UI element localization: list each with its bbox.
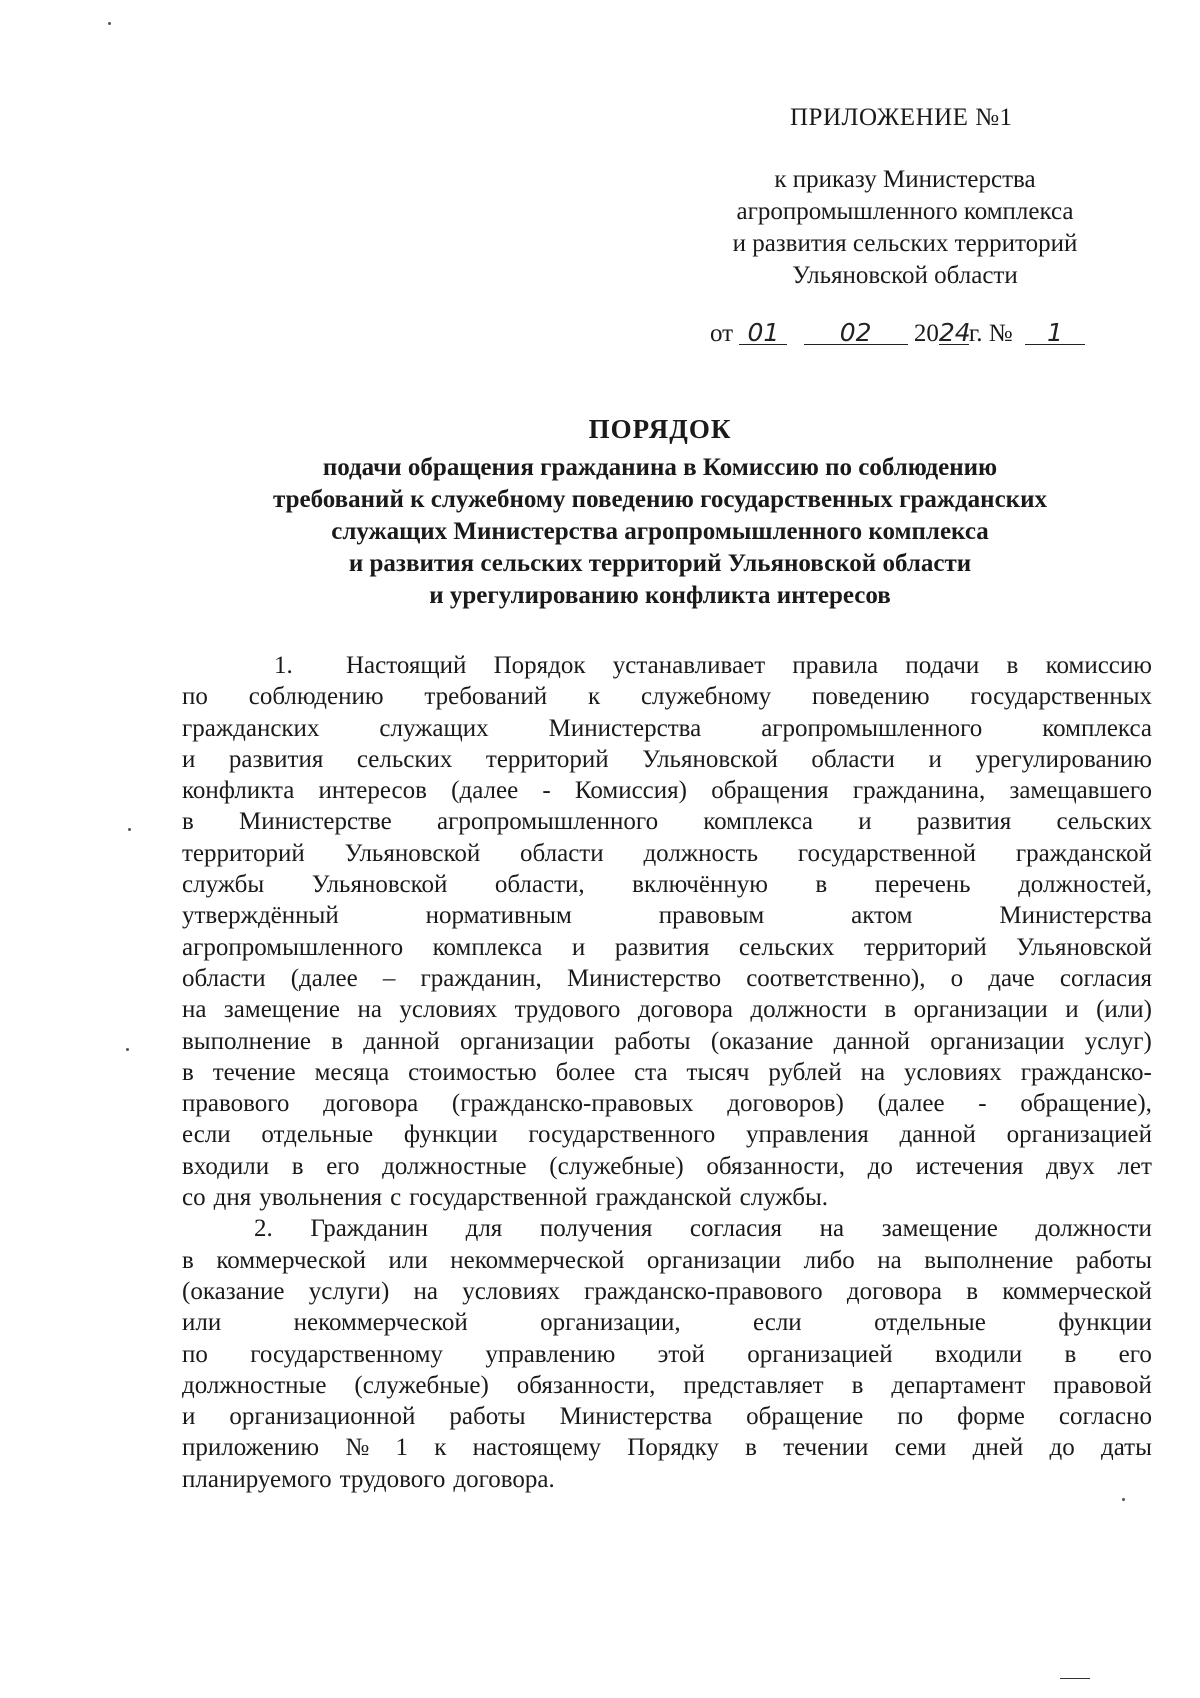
word: требований <box>424 683 548 711</box>
word: Министерство <box>566 964 722 992</box>
word: на <box>877 1246 902 1274</box>
word: (оказание <box>182 1277 285 1305</box>
word: отдельные <box>261 1121 374 1149</box>
word: согласия <box>689 1215 783 1243</box>
word: функции <box>403 1121 498 1149</box>
word: включённую <box>632 871 768 899</box>
word: области, <box>494 871 585 899</box>
word: к <box>434 1434 447 1462</box>
word: в <box>745 1434 757 1462</box>
word: Ульяновской <box>1016 933 1152 961</box>
word: дня <box>213 1184 252 1212</box>
paragraph-line <box>182 1026 1152 1057</box>
word: и <box>858 808 872 836</box>
word: государственного <box>528 1121 716 1149</box>
word: (далее <box>290 964 358 992</box>
word: течение <box>212 1058 296 1086</box>
paragraph-2 <box>182 1213 1152 1495</box>
word: комплекса <box>703 808 813 836</box>
paragraph-line <box>182 1432 1152 1463</box>
subtitle-line: служащих Министерства агропромышленного комплекса <box>331 518 989 545</box>
word: данной <box>363 1027 440 1055</box>
word: государственной <box>409 1184 588 1212</box>
word: (оказание <box>710 1027 814 1055</box>
word: для <box>465 1215 503 1243</box>
word: тысяч <box>686 1058 750 1086</box>
word: двух <box>1046 1152 1095 1180</box>
word: соблюдению <box>248 683 384 711</box>
word: или <box>182 1309 222 1337</box>
word: и <box>182 745 196 773</box>
word: представляет <box>683 1371 824 1399</box>
paragraph-line <box>182 900 1152 931</box>
paragraph-line <box>182 838 1152 869</box>
word: если <box>182 1121 231 1149</box>
word: развития <box>916 808 1012 836</box>
word: работы <box>1075 1246 1152 1274</box>
word: (далее <box>877 1090 945 1118</box>
word: согласия <box>1059 964 1152 992</box>
word: этой <box>657 1340 705 1368</box>
word: государственной <box>797 839 977 867</box>
paragraph-line <box>182 1213 1152 1244</box>
word: комплекса <box>432 933 543 961</box>
word: правила <box>792 652 879 679</box>
paragraph-line <box>182 806 1152 837</box>
word: устанавливает <box>612 652 766 679</box>
word: трудового <box>339 1465 446 1493</box>
word: в <box>182 1246 194 1274</box>
order-year-handwritten: 24 <box>938 318 971 347</box>
word: данной <box>899 1121 976 1149</box>
paragraph-line <box>182 1464 1152 1495</box>
word: служащих <box>379 714 489 742</box>
order-number-handwritten: 1 <box>1025 318 1085 347</box>
word: департамент <box>891 1371 1026 1399</box>
word: в <box>291 1152 304 1180</box>
word: области <box>811 745 895 773</box>
word: агропромышленного <box>436 808 659 836</box>
word: должностные <box>182 1371 327 1399</box>
word: правовой <box>1053 1371 1152 1399</box>
word: организацией <box>747 1340 893 1368</box>
word: Ульяновской <box>642 745 778 773</box>
word: по <box>182 683 208 711</box>
word: Министерства <box>559 1403 713 1431</box>
word: по <box>182 1340 208 1368</box>
paragraph-line <box>182 1401 1152 1432</box>
word: на <box>182 996 207 1024</box>
document-body <box>182 650 1152 1495</box>
order-reference-line: и развития сельских территорий <box>732 230 1078 257</box>
word: должностные <box>382 1152 527 1180</box>
word: месяца <box>314 1058 390 1086</box>
word: трудового <box>514 996 621 1024</box>
word: истечения <box>915 1152 1024 1180</box>
word: нормативным <box>425 902 572 930</box>
word: договора <box>323 1090 419 1118</box>
word: на <box>819 1215 845 1243</box>
paragraph-line <box>182 1088 1152 1119</box>
word: государственному <box>250 1340 443 1368</box>
word: даче <box>988 964 1035 992</box>
word: 2. <box>254 1215 273 1243</box>
word: Настоящий <box>346 652 467 679</box>
word: подачи <box>905 652 980 679</box>
order-day-handwritten: 01 <box>739 318 787 347</box>
scan-speck <box>128 828 131 831</box>
paragraph-line <box>182 932 1152 963</box>
word: в <box>182 808 194 836</box>
order-year-prefix: 20 <box>913 320 939 347</box>
word: сельских <box>738 933 835 961</box>
word: дней <box>972 1434 1024 1462</box>
word: агропромышленного <box>761 714 983 742</box>
word: гражданско- <box>1020 1058 1152 1086</box>
word: в <box>331 1027 344 1055</box>
word: агропромышленного <box>182 933 404 961</box>
word: гражданской <box>595 1184 732 1212</box>
order-reference-line: агропромышленного комплекса <box>736 198 1074 225</box>
word: условиях <box>399 996 498 1024</box>
scan-speck <box>108 22 111 25</box>
word: приложению <box>182 1434 320 1462</box>
paragraph-line <box>182 1339 1152 1370</box>
order-month-handwritten: 02 <box>804 318 908 347</box>
word: на <box>413 1277 438 1305</box>
word: Министерстве <box>239 808 392 836</box>
paragraph-line <box>182 1119 1152 1150</box>
word: настоящему <box>472 1434 602 1462</box>
word: ста <box>634 1058 668 1086</box>
word: актом <box>851 902 913 930</box>
word: замещение <box>881 1215 998 1243</box>
word: управления <box>745 1121 869 1149</box>
word: и <box>1065 996 1079 1024</box>
word: развития <box>228 745 324 773</box>
word: урегулированию <box>975 745 1152 773</box>
paragraph-1 <box>182 650 1152 1213</box>
word: и <box>928 745 942 773</box>
word: территорий <box>485 745 609 773</box>
word: условиях <box>462 1277 560 1305</box>
order-reference <box>700 164 1110 292</box>
word: данной <box>833 1027 911 1055</box>
word: соответственно), <box>746 964 926 992</box>
word: должностей, <box>1018 871 1152 899</box>
word: Министерства <box>999 902 1152 930</box>
word: сельских <box>356 745 453 773</box>
paragraph-line <box>182 1151 1152 1182</box>
word: Комиссия) <box>574 777 687 805</box>
paragraph-line <box>182 681 1152 712</box>
word: обращение), <box>1020 1090 1152 1118</box>
word: организационной <box>229 1403 416 1431</box>
word: в <box>851 1371 864 1399</box>
word: области <box>520 839 604 867</box>
word: обращения <box>711 777 829 805</box>
word: служебному <box>640 683 772 711</box>
word: договора <box>637 996 733 1024</box>
word: со <box>182 1184 206 1212</box>
word: (гражданско-правовых <box>451 1090 694 1118</box>
word: управлению <box>485 1340 616 1368</box>
word: организации, <box>540 1309 681 1337</box>
word: к <box>587 683 601 711</box>
paragraph-line <box>182 1370 1152 1401</box>
word: договора. <box>453 1465 555 1493</box>
word: на <box>357 996 382 1024</box>
word: или <box>388 1246 428 1274</box>
order-date-number <box>710 318 1085 348</box>
word: получения <box>539 1215 653 1243</box>
word: обращение <box>746 1403 864 1431</box>
word: входили <box>934 1340 1023 1368</box>
scan-speck <box>1122 1498 1125 1501</box>
word: области <box>182 964 266 992</box>
word: коммерческой <box>1002 1277 1152 1305</box>
word: обязанности, <box>706 1152 845 1180</box>
word: сельских <box>1056 808 1152 836</box>
word: - <box>978 1090 987 1118</box>
word: должности <box>750 996 867 1024</box>
word: выполнение <box>924 1246 1054 1274</box>
word: развития <box>614 933 710 961</box>
word: до <box>1049 1434 1075 1462</box>
word: стоимостью <box>408 1058 537 1086</box>
word: некоммерческой <box>293 1309 468 1337</box>
scan-speck <box>126 1048 129 1051</box>
order-year-label: г. № <box>968 320 1013 347</box>
word: интересов <box>318 777 427 805</box>
word: Ульяновской <box>311 871 448 899</box>
document-title: ПОРЯДОК <box>588 414 732 444</box>
word: перечень <box>874 871 971 899</box>
word: (служебные) <box>354 1371 489 1399</box>
word: организацией <box>1006 1121 1152 1149</box>
subtitle-line: и урегулированию конфликта интересов <box>429 582 891 609</box>
paragraph-line <box>182 1307 1152 1338</box>
word: увольнения <box>259 1184 383 1212</box>
word: в <box>966 1277 979 1305</box>
word: - <box>542 777 551 805</box>
word: (далее <box>451 777 519 805</box>
paragraph-line <box>182 1245 1152 1276</box>
word: – <box>382 964 396 992</box>
paragraph-line <box>182 1057 1152 1088</box>
word: на <box>860 1058 886 1086</box>
paragraph-line <box>182 994 1152 1025</box>
word: выполнение <box>182 1027 311 1055</box>
word: течении <box>783 1434 869 1462</box>
paragraph-line <box>182 744 1152 775</box>
word: лет <box>1117 1152 1152 1180</box>
word: с <box>390 1184 402 1212</box>
word: и <box>182 1403 196 1431</box>
word: гражданско-правового <box>584 1277 823 1305</box>
word: даты <box>1101 1434 1152 1462</box>
scan-mark <box>1060 1678 1090 1679</box>
word: государственных <box>970 683 1152 711</box>
word: должность <box>643 839 759 867</box>
word: согласно <box>1058 1403 1152 1431</box>
word: службы. <box>739 1184 829 1212</box>
word: его <box>326 1152 360 1180</box>
word: услуг) <box>1084 1027 1152 1055</box>
word: Порядку <box>627 1434 719 1462</box>
word: некоммерческой <box>450 1246 625 1274</box>
word: договора <box>846 1277 942 1305</box>
paragraph-line <box>182 650 1152 681</box>
word: коммерческой <box>216 1246 366 1274</box>
word: обязанности, <box>516 1371 656 1399</box>
order-reference-line: Ульяновской области <box>792 262 1018 289</box>
word: Гражданин <box>310 1215 429 1243</box>
word: организации <box>913 996 1048 1024</box>
word: утверждённый <box>182 902 339 930</box>
word: Порядок <box>493 652 586 679</box>
word: если <box>753 1309 802 1337</box>
word: условиях <box>904 1058 1002 1086</box>
word: территорий <box>863 933 987 961</box>
subtitle-line: и развития сельских территорий Ульяновской области <box>348 550 972 577</box>
word: отдельные <box>874 1309 986 1337</box>
word: до <box>867 1152 893 1180</box>
paragraph-line <box>182 1182 1152 1213</box>
word: конфликта <box>182 777 295 805</box>
word: либо <box>803 1246 855 1274</box>
word: Министерства <box>548 714 702 742</box>
word: (служебные) <box>549 1152 684 1180</box>
paragraph-line <box>182 713 1152 744</box>
word: гражданских <box>182 714 320 742</box>
word: территорий <box>182 839 305 867</box>
word: в <box>182 1058 194 1086</box>
paragraph-line <box>182 775 1152 806</box>
word: организации <box>930 1027 1065 1055</box>
word: в <box>1064 1340 1077 1368</box>
appendix-title: ПРИЛОЖЕНИЕ №1 <box>790 104 1013 131</box>
word: замещение <box>223 996 341 1024</box>
paragraph-line <box>182 963 1152 994</box>
word: организации <box>646 1246 782 1274</box>
word: работы <box>614 1027 691 1055</box>
word: организации <box>459 1027 595 1055</box>
word: 1. <box>274 652 293 679</box>
word: замещавшего <box>1009 777 1152 805</box>
word: работы <box>449 1403 526 1431</box>
word: должности <box>1035 1215 1152 1243</box>
word: более <box>555 1058 616 1086</box>
word: и <box>571 933 586 961</box>
word: о <box>950 964 964 992</box>
word: по <box>897 1403 924 1431</box>
word: гражданина, <box>852 777 986 805</box>
paragraph-line <box>182 869 1152 900</box>
word: семи <box>894 1434 947 1462</box>
word: № <box>345 1434 370 1462</box>
word: службы <box>182 871 265 899</box>
word: 1 <box>395 1434 408 1462</box>
word: планируемого <box>182 1465 332 1493</box>
word: (или) <box>1096 996 1152 1024</box>
word: функции <box>1058 1309 1152 1337</box>
word: гражданской <box>1015 839 1152 867</box>
word: комиссию <box>1045 652 1152 679</box>
word: гражданин, <box>420 964 542 992</box>
word: рублей <box>768 1058 842 1086</box>
word: в <box>815 871 828 899</box>
order-reference-line: к приказу Министерства <box>774 166 1036 193</box>
word: форме <box>957 1403 1025 1431</box>
order-prefix: от <box>710 320 734 347</box>
word: комплекса <box>1042 714 1152 742</box>
word: в <box>884 996 897 1024</box>
word: правовым <box>658 902 765 930</box>
word: договоров) <box>727 1090 844 1118</box>
subtitle-line: подачи обращения гражданина в Комиссию по соблюдению <box>322 454 998 481</box>
word: поведению <box>812 683 930 711</box>
word: услуги) <box>308 1277 390 1305</box>
subtitle-line: требований к служебному поведению государственных гражданских <box>273 486 1047 513</box>
paragraph-line <box>182 1276 1152 1307</box>
document-subtitle <box>190 452 1130 612</box>
word: в <box>1006 652 1019 679</box>
word: его <box>1118 1340 1152 1368</box>
word: входили <box>182 1152 270 1180</box>
word: правового <box>182 1090 290 1118</box>
word: Ульяновской <box>344 839 481 867</box>
